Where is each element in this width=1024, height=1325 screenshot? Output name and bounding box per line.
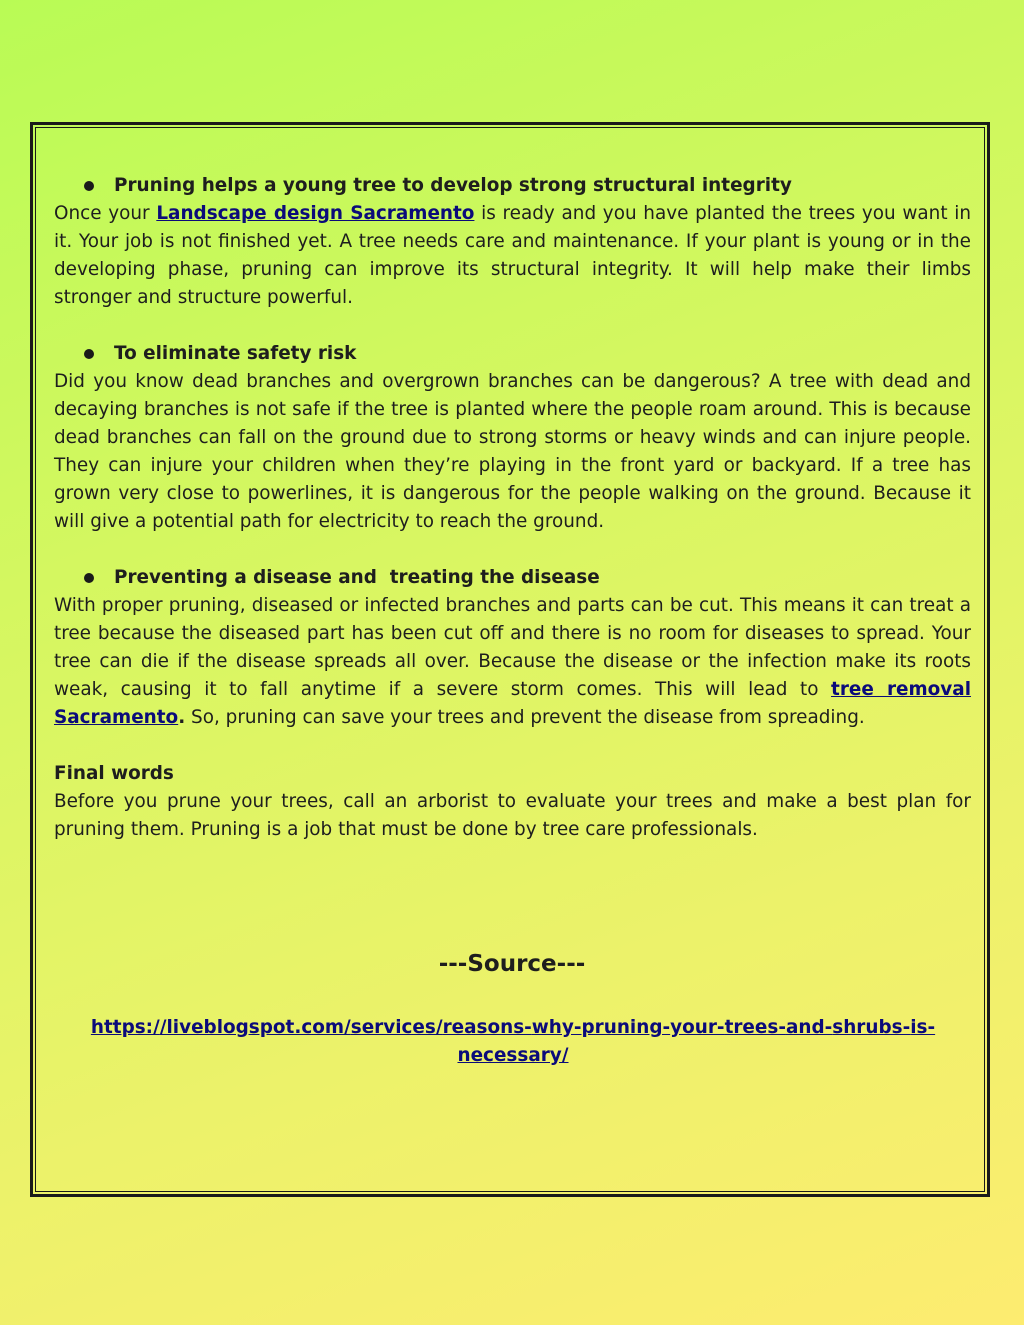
paragraph-disease: With proper pruning, diseased or infected branches and parts can be cut. This means it can treat a tree because the diseased part has been cut off and there is no room for diseases to spread. Your tree can die if the disease spreads all over. Because the disease or the infection make its roots weak, causing it to fall anytime if a severe storm comes. This will lead to tree removal Sacramento. So, pruning can save your trees and prevent the disease from spreading. — [54, 595, 971, 728]
section-heading-safety-risk: To eliminate safety risk — [54, 340, 971, 368]
final-words-paragraph: Before you prune your trees, call an arborist to evaluate your trees and make a best plan for pruning them. Pruning is a job that must be done by tree care professionals. — [54, 791, 971, 840]
bullet-icon — [84, 349, 94, 359]
paragraph-structural-integrity: Once your Landscape design Sacramento is ready and you have planted the trees you want in it. Your job is not finished yet. A tree needs care and maintenance. If your plant is young or in the developing phase, pruning can improve its structural integrity. It will help make their limbs stronger and structure powerful. — [54, 203, 971, 308]
article-body — [54, 172, 971, 844]
tree-removal-link[interactable]: tree removal Sacramento — [54, 679, 971, 728]
bullet-icon — [84, 573, 94, 583]
final-words-heading: Final words — [54, 763, 174, 784]
paragraph-safety-risk: Did you know dead branches and overgrown branches can be dangerous? A tree with dead and decaying branches is not safe if the tree is planted where the people roam around. This is because dead branches can fall on the ground due to strong storms or heavy winds and can injure people. They can injure your children when they’re playing in the front yard or backyard. If a tree has grown very close to powerlines, it is dangerous for the people walking on the ground. Because it will give a potential path for electricity to reach the ground. — [54, 371, 971, 532]
bullet-icon — [84, 181, 94, 191]
source-url-wrapper — [90, 1014, 936, 1070]
landscape-design-link[interactable]: Landscape design Sacramento — [156, 203, 475, 224]
source-url-link[interactable]: https://liveblogspot.com/services/reasons-why-pruning-your-trees-and-shrubs-is-necessary/ — [90, 1017, 936, 1066]
section-heading-disease: Preventing a disease and treating the disease — [54, 564, 971, 592]
section-heading-structural-integrity: Pruning helps a young tree to develop strong structural integrity — [54, 172, 971, 200]
source-title: ---Source--- — [438, 951, 586, 977]
